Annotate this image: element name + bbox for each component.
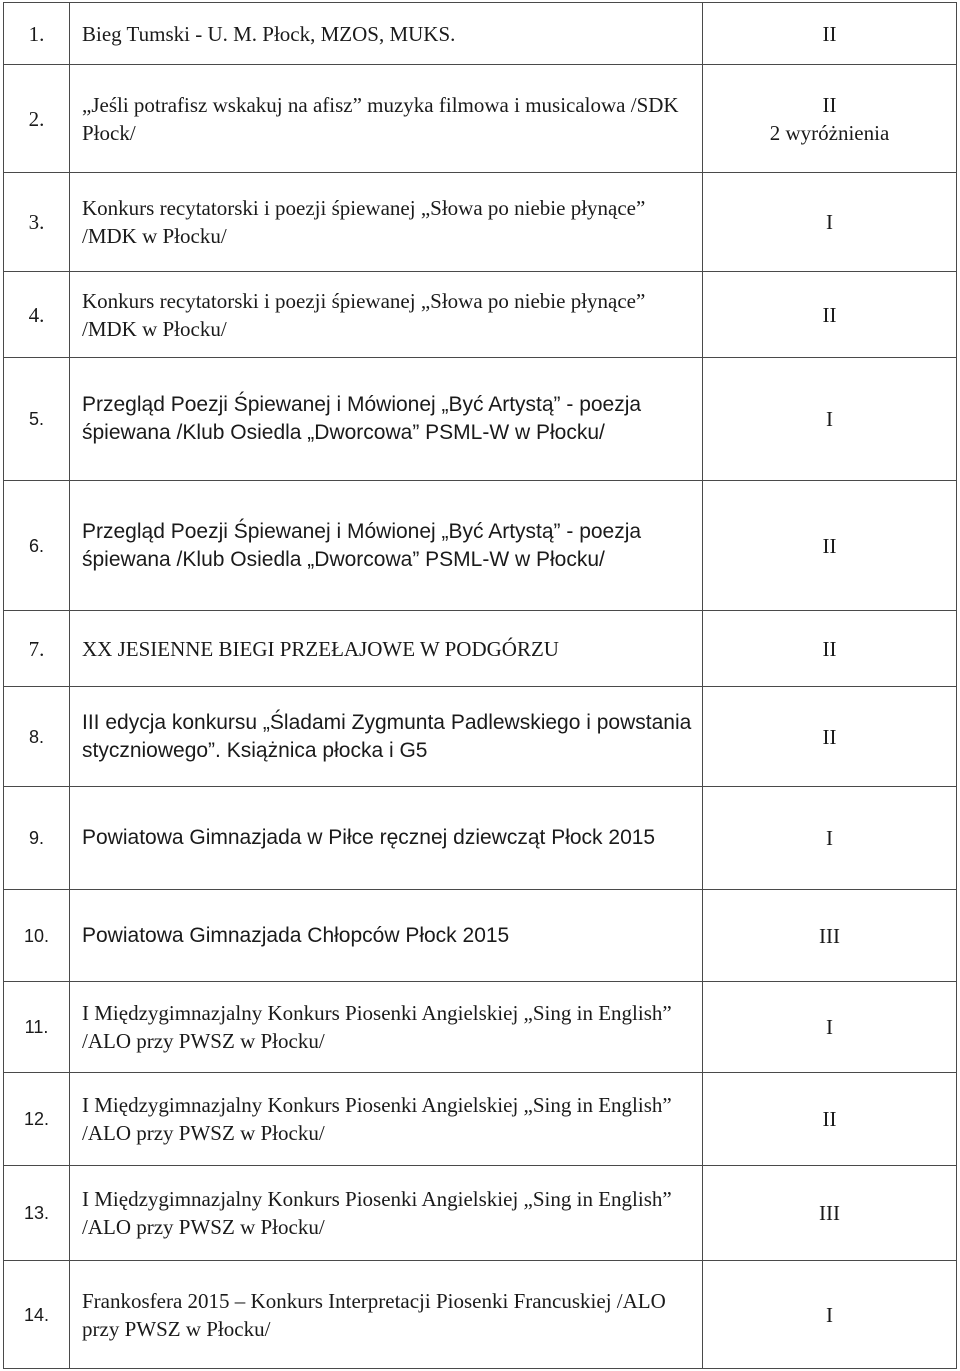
event-name: Konkurs recytatorski i poezji śpiewanej „Słowa po niebie płynące” /MDK w Płocku/ — [70, 173, 703, 272]
event-name: I Międzygimnazjalny Konkurs Piosenki Angielskiej „Sing in English” /ALO przy PWSZ w Płocku/ — [70, 1166, 703, 1261]
event-name: Przegląd Poezji Śpiewanej i Mówionej „Być Artystą” - poezja śpiewana /Klub Osiedla „Dworcowa” PSML-W w Płocku/ — [70, 481, 703, 611]
place-value: II — [822, 21, 837, 46]
table-row — [4, 272, 957, 358]
table-row — [4, 611, 957, 687]
results-table — [3, 2, 957, 1369]
row-number: 12. — [4, 1073, 70, 1166]
table-row — [4, 890, 957, 982]
place-cell — [703, 1073, 957, 1166]
event-name: Powiatowa Gimnazjada Chłopców Płock 2015 — [70, 890, 703, 982]
table-row — [4, 1166, 957, 1261]
place-cell — [703, 1261, 957, 1369]
event-name: I Międzygimnazjalny Konkurs Piosenki Angielskiej „Sing in English” /ALO przy PWSZ w Płocku/ — [70, 1073, 703, 1166]
row-number: 9. — [4, 787, 70, 890]
place-cell — [703, 3, 957, 65]
place-cell — [703, 982, 957, 1073]
row-number: 6. — [4, 481, 70, 611]
event-name: Bieg Tumski - U. M. Płock, MZOS, MUKS. — [70, 3, 703, 65]
table-row — [4, 982, 957, 1073]
table-row — [4, 1073, 957, 1166]
row-number: 13. — [4, 1166, 70, 1261]
row-number: 10. — [4, 890, 70, 982]
place-cell — [703, 787, 957, 890]
place-cell — [703, 687, 957, 787]
table-row — [4, 1261, 957, 1369]
table-row — [4, 3, 957, 65]
row-number: 2. — [4, 65, 70, 173]
place-cell — [703, 65, 957, 173]
event-name: XX JESIENNE BIEGI PRZEŁAJOWE W PODGÓRZU — [70, 611, 703, 687]
place-value: I — [826, 210, 833, 234]
table-row — [4, 481, 957, 611]
event-name: III edycja konkursu „Śladami Zygmunta Padlewskiego i powstania styczniowego”. Książnica płocka i G5 — [70, 687, 703, 787]
event-name: Powiatowa Gimnazjada w Piłce ręcznej dziewcząt Płock 2015 — [70, 787, 703, 890]
table-row — [4, 173, 957, 272]
place-value: II — [822, 533, 837, 558]
place-cell — [703, 611, 957, 687]
row-number: 7. — [4, 611, 70, 687]
event-name: Frankosfera 2015 – Konkurs Interpretacji Piosenki Francuskiej /ALO przy PWSZ w Płocku/ — [70, 1261, 703, 1369]
place-value: I — [826, 826, 833, 850]
event-name: Konkurs recytatorski i poezji śpiewanej „Słowa po niebie płynące” /MDK w Płocku/ — [70, 272, 703, 358]
place-cell — [703, 481, 957, 611]
place-value: II — [822, 724, 837, 749]
table-row — [4, 358, 957, 481]
table-row — [4, 65, 957, 173]
row-number: 4. — [4, 272, 70, 358]
distinction-note: 2 wyróżnienia — [769, 120, 890, 145]
place-value: I — [826, 1015, 833, 1039]
row-number: 8. — [4, 687, 70, 787]
place-cell — [703, 358, 957, 481]
place-value: II — [822, 302, 837, 327]
place-cell — [703, 890, 957, 982]
table-row — [4, 687, 957, 787]
place-value: I — [826, 407, 833, 431]
place-value: II — [822, 636, 837, 661]
place-cell — [703, 173, 957, 272]
event-name: „Jeśli potrafisz wskakuj na afisz” muzyka filmowa i musicalowa /SDK Płock/ — [70, 65, 703, 173]
table-row — [4, 787, 957, 890]
row-number: 14. — [4, 1261, 70, 1369]
place-value: I — [826, 1302, 833, 1327]
place-value: III — [819, 923, 840, 948]
place-value: III — [819, 1201, 840, 1225]
row-number: 11. — [4, 982, 70, 1073]
row-number: 5. — [4, 358, 70, 481]
event-name: Przegląd Poezji Śpiewanej i Mówionej „Być Artystą” - poezja śpiewana /Klub Osiedla „Dworcowa” PSML-W w Płocku/ — [70, 358, 703, 481]
place-cell — [703, 272, 957, 358]
row-number: 3. — [4, 173, 70, 272]
place-value: II — [822, 1107, 837, 1131]
place-value: II — [822, 92, 837, 117]
event-name: I Międzygimnazjalny Konkurs Piosenki Angielskiej „Sing in English” /ALO przy PWSZ w Płocku/ — [70, 982, 703, 1073]
row-number: 1. — [4, 3, 70, 65]
place-cell — [703, 1166, 957, 1261]
